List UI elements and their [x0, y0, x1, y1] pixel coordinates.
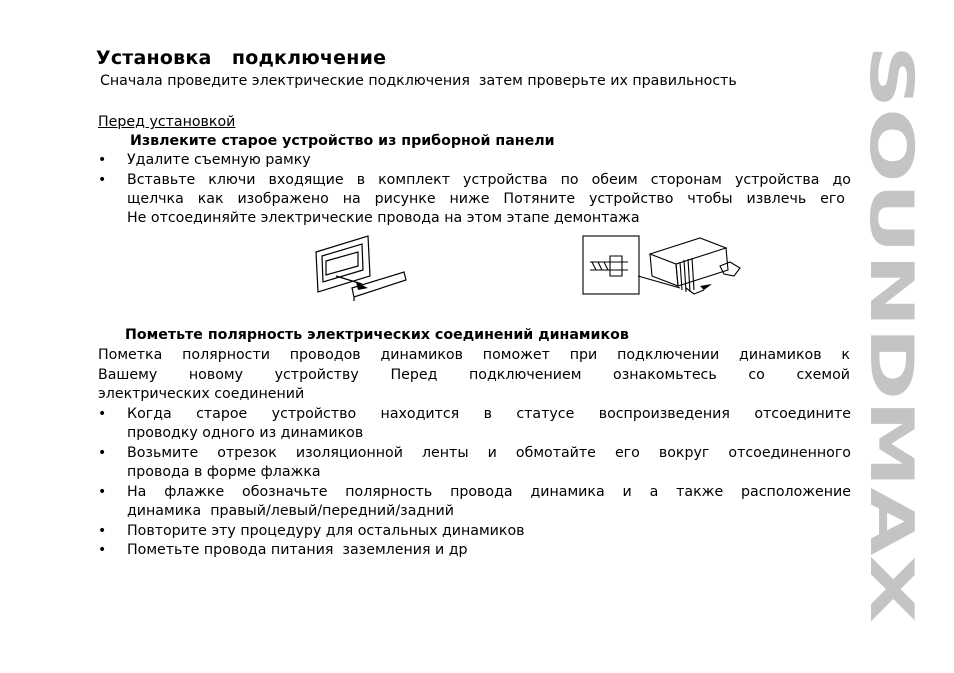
section2-bullet3-line2: динамика правый/левый/передний/задний: [127, 503, 454, 519]
bullet-marker: •: [98, 484, 107, 500]
section1-bullet2-line1: Вставьте ключи входящие в комплект устройства по обеим сторонам устройства до: [127, 172, 851, 188]
bullet-marker: •: [98, 523, 107, 539]
bullet-marker: •: [98, 152, 107, 168]
bullet-marker: •: [98, 172, 107, 188]
logo-text: SOUNDMAX: [856, 45, 926, 441]
section1-bullet1: Удалите съемную рамку: [127, 152, 311, 168]
section2-bullet1-line1: Когда старое устройство находится в статусе воспроизведения отсоедините: [127, 406, 851, 422]
section2-para-line3: электрических соединений: [98, 386, 305, 402]
section2-bullet3-line1: На флажке обозначьте полярность провода динамика и а также расположение: [127, 484, 851, 500]
bullet-marker: •: [98, 406, 107, 422]
section1-heading: Извлеките старое устройство из приборной панели: [130, 133, 555, 149]
remove-panel-illustration: [312, 230, 408, 302]
section2-heading: Пометьте полярность электрических соединений динамиков: [125, 327, 629, 343]
bullet-marker: •: [98, 542, 107, 558]
section2-bullet2-line1: Возьмите отрезок изоляционной ленты и обмотайте его вокруг отсоединенного: [127, 445, 851, 461]
section2-bullet2-line2: провода в форме флажка: [127, 464, 321, 480]
bullet-marker: •: [98, 445, 107, 461]
page-title: Установка подключение: [96, 47, 387, 69]
intro-text: Сначала проведите электрические подключения затем проверьте их правильность: [100, 73, 737, 89]
section1-bullet2-line2: щелчка как изображено на рисунке ниже Потяните устройство чтобы извлечь его: [127, 191, 845, 207]
section2-bullet1-line2: проводку одного из динамиков: [127, 425, 364, 441]
before-install-heading: Перед установкой: [98, 114, 236, 130]
remove-unit-keys-illustration: [580, 232, 752, 302]
section1-bullet2-line3: Не отсоединяйте электрические провода на этом этапе демонтажа: [127, 210, 640, 226]
section2-para-line2: Вашему новому устройству Перед подключением ознакомьтесь со схемой: [98, 367, 850, 383]
section2-bullet5: Пометьте провода питания заземления и др: [127, 542, 468, 558]
section2-bullet4: Повторите эту процедуру для остальных динамиков: [127, 523, 525, 539]
soundmax-logo: [856, 44, 926, 624]
section2-para-line1: Пометка полярности проводов динамиков поможет при подключении динамиков к: [98, 347, 850, 363]
